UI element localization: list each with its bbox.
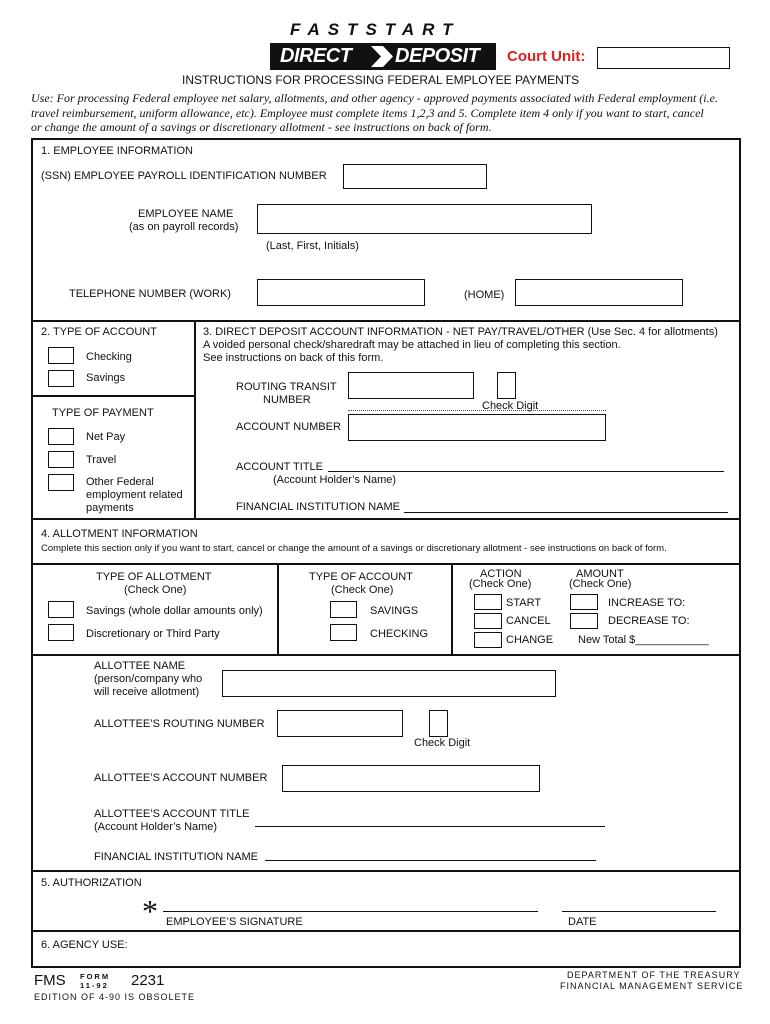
fin-inst-field[interactable]	[404, 512, 728, 513]
direct-deposit-logo	[270, 43, 496, 70]
travel-label: Travel	[86, 454, 117, 466]
ssn-input[interactable]	[343, 164, 487, 189]
form-word: FORM	[80, 972, 111, 981]
allot-savings-checkbox[interactable]	[330, 601, 357, 618]
discretionary-label: Discretionary or Third Party	[86, 628, 220, 640]
allottee-check-digit-label: Check Digit	[414, 737, 471, 749]
travel-checkbox[interactable]	[48, 451, 74, 468]
divider-4	[31, 654, 741, 656]
change-label: CHANGE	[506, 634, 554, 646]
action-label: ACTION	[480, 568, 522, 580]
divider-payment	[31, 395, 194, 397]
start-label: START	[506, 597, 542, 609]
divider-1	[31, 320, 741, 322]
section1-title: 1. EMPLOYEE INFORMATION	[41, 145, 193, 157]
ssn-label: (SSN) EMPLOYEE PAYROLL IDENTIFICATION NUMBER	[41, 170, 327, 182]
allottee-name-input[interactable]	[222, 670, 556, 697]
allot-checking-label: CHECKING	[370, 628, 429, 640]
use-line-1: Use: For processing Federal employee net salary, allotments, and other agency - approved payments associated with Federal employment (i.e.	[31, 91, 718, 105]
allottee-title-label-1: ALLOTTEE’S ACCOUNT TITLE	[94, 808, 250, 820]
telephone-work-input[interactable]	[257, 279, 425, 306]
employee-name-label: EMPLOYEE NAME	[138, 208, 234, 220]
section3-title: 3. DIRECT DEPOSIT ACCOUNT INFORMATION - NET PAY/TRAVEL/OTHER (Use Sec. 4 for allotments)	[203, 326, 718, 338]
allottee-account-label: ALLOTTEE’S ACCOUNT NUMBER	[94, 772, 268, 784]
allottee-fin-inst-label: FINANCIAL INSTITUTION NAME	[94, 851, 258, 863]
fms-label: FMS	[34, 972, 66, 989]
account-number-label: ACCOUNT NUMBER	[236, 421, 341, 433]
signature-label: EMPLOYEE’S SIGNATURE	[166, 916, 303, 928]
increase-label: INCREASE TO:	[608, 597, 686, 609]
net-pay-label: Net Pay	[86, 431, 126, 443]
section2-title: 2. TYPE OF ACCOUNT	[41, 326, 157, 338]
department-line-1: DEPARTMENT OF THE TREASURY	[567, 970, 741, 980]
divider-allot-2	[451, 563, 453, 654]
section6-title: 6. AGENCY USE:	[41, 939, 128, 951]
allottee-name-label-1: ALLOTTEE NAME	[94, 660, 186, 672]
other-federal-label-3: payments	[86, 502, 134, 514]
section5-title: 5. AUTHORIZATION	[41, 877, 142, 889]
section4-note: Complete this section only if you want to start, cancel or change the amount of a savings or discretionary allotment - see instructions on back of form.	[41, 543, 667, 554]
savings-label: Savings	[86, 372, 126, 384]
routing-number-input[interactable]	[348, 372, 474, 399]
cancel-checkbox[interactable]	[474, 613, 502, 629]
signature-field[interactable]	[163, 911, 538, 912]
account-title-field[interactable]	[328, 471, 724, 472]
fin-inst-label: FINANCIAL INSTITUTION NAME	[236, 501, 400, 513]
logo-arrow-icon	[367, 44, 397, 69]
date-label: DATE	[568, 916, 597, 928]
form-date: 11-92	[80, 981, 109, 990]
edition-note: EDITION OF 4-90 IS OBSOLETE	[34, 992, 196, 1002]
employee-name-input[interactable]	[257, 204, 592, 234]
routing-label-2: NUMBER	[263, 394, 311, 406]
other-federal-checkbox[interactable]	[48, 474, 74, 491]
logo-direct-text: DIRECT	[280, 45, 352, 67]
section3-note-1: A voided personal check/sharedraft may be attached in lieu of completing this section.	[203, 339, 621, 351]
allotment-check-one: (Check One)	[124, 584, 187, 596]
divider-sec2-sec3	[194, 320, 196, 518]
start-checkbox[interactable]	[474, 594, 502, 610]
cancel-label: CANCEL	[506, 615, 551, 627]
allot-account-check-one: (Check One)	[331, 584, 394, 596]
payment-type-title: TYPE OF PAYMENT	[52, 407, 154, 419]
decrease-label: DECREASE TO:	[608, 615, 690, 627]
savings-allotment-checkbox[interactable]	[48, 601, 74, 618]
department-line-2: FINANCIAL MANAGEMENT SERVICE	[560, 981, 744, 991]
court-unit-label: Court Unit:	[507, 48, 586, 65]
telephone-work-label: TELEPHONE NUMBER (WORK)	[69, 288, 231, 300]
instructions-title: INSTRUCTIONS FOR PROCESSING FEDERAL EMPLOYEE PAYMENTS	[182, 73, 580, 87]
action-check-one: (Check One)	[469, 578, 532, 590]
new-total-field[interactable]: New Total $____________	[578, 634, 709, 646]
telephone-home-input[interactable]	[515, 279, 683, 306]
divider-6	[31, 930, 741, 932]
account-number-input[interactable]	[348, 414, 606, 441]
allottee-check-digit-input[interactable]	[429, 710, 448, 737]
faststart-title: FASTSTART	[290, 20, 461, 39]
logo-deposit-text: DEPOSIT	[395, 45, 480, 67]
allottee-name-label-2: (person/company who	[94, 673, 203, 685]
savings-checkbox[interactable]	[48, 370, 74, 387]
form-number: 2231	[131, 972, 165, 989]
date-field[interactable]	[562, 911, 716, 912]
divider-3	[31, 563, 741, 565]
employee-name-sublabel: (as on payroll records)	[129, 221, 239, 233]
court-unit-field[interactable]	[597, 47, 730, 69]
divider-allot-1	[277, 563, 279, 654]
allottee-routing-label: ALLOTTEE’S ROUTING NUMBER	[94, 718, 265, 730]
divider-2	[31, 518, 741, 520]
allottee-account-input[interactable]	[282, 765, 540, 792]
allottee-title-label-2: (Account Holder’s Name)	[94, 821, 218, 833]
discretionary-checkbox[interactable]	[48, 624, 74, 641]
checking-checkbox[interactable]	[48, 347, 74, 364]
allottee-fin-inst-field[interactable]	[265, 860, 596, 861]
use-line-2: travel reimbursement, uniform allowance, etc). Employee must complete items 1,2,3 and 5. Complete item 4 only if you want to start, cancel	[31, 106, 704, 120]
decrease-checkbox[interactable]	[570, 613, 598, 629]
checking-label: Checking	[86, 351, 132, 363]
use-line-3: or change the amount of a savings or discretionary allotment - see instructions on back of form.	[31, 120, 492, 134]
divider-5	[31, 870, 741, 872]
other-federal-label-1: Other Federal	[86, 476, 154, 488]
allot-savings-label: SAVINGS	[370, 605, 419, 617]
telephone-home-label: (HOME)	[464, 289, 505, 301]
type-of-allotment-label: TYPE OF ALLOTMENT	[96, 571, 212, 583]
account-holder-label: (Account Holder’s Name)	[273, 474, 397, 486]
allottee-routing-input[interactable]	[277, 710, 403, 737]
section4-title: 4. ALLOTMENT INFORMATION	[41, 528, 198, 540]
asterisk-icon: *	[142, 893, 158, 929]
amount-check-one: (Check One)	[569, 578, 632, 590]
routing-label-1: ROUTING TRANSIT	[236, 381, 337, 393]
allot-checking-checkbox[interactable]	[330, 624, 357, 641]
change-checkbox[interactable]	[474, 632, 502, 648]
amount-label: AMOUNT	[576, 568, 624, 580]
allottee-name-label-3: will receive allotment)	[94, 686, 200, 698]
allot-type-of-account-label: TYPE OF ACCOUNT	[309, 571, 413, 583]
routing-dotted-rule	[348, 410, 606, 411]
account-title-label: ACCOUNT TITLE	[236, 461, 323, 473]
check-digit-input[interactable]	[497, 372, 516, 399]
increase-checkbox[interactable]	[570, 594, 598, 610]
savings-allotment-label: Savings (whole dollar amounts only)	[86, 605, 263, 617]
name-format-hint: (Last, First, Initials)	[266, 240, 359, 252]
allottee-title-field[interactable]	[255, 826, 605, 827]
other-federal-label-2: employment related	[86, 489, 183, 501]
check-digit-label: Check Digit	[482, 400, 539, 412]
net-pay-checkbox[interactable]	[48, 428, 74, 445]
section3-note-2: See instructions on back of this form.	[203, 352, 384, 364]
